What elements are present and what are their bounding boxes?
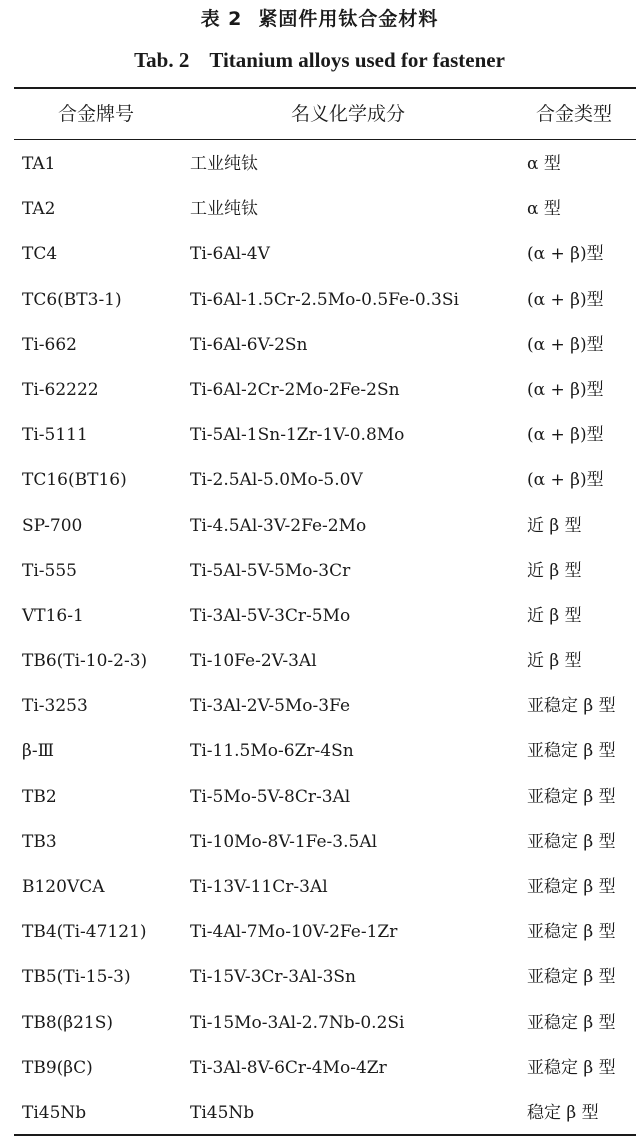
cell-alloy-grade: TB4(Ti-47121) — [22, 922, 147, 943]
table-row — [0, 593, 639, 638]
cell-alloy-grade: TA2 — [22, 199, 56, 220]
table-row — [0, 1000, 639, 1045]
cell-nominal-composition: Ti-5Al-1Sn-1Zr-1V-0.8Mo — [190, 425, 405, 446]
cell-alloy-grade: Ti-62222 — [22, 379, 99, 400]
cell-alloy-type: 近 β 型 — [527, 515, 582, 536]
table-row — [0, 503, 639, 548]
cell-alloy-grade: TB3 — [22, 831, 57, 852]
cell-nominal-composition: Ti-6Al-6V-2Sn — [190, 334, 308, 355]
cell-nominal-composition: Ti-10Fe-2V-3Al — [190, 651, 317, 672]
table-bottom-rule — [14, 1134, 636, 1136]
cell-alloy-grade: Ti45Nb — [22, 1102, 87, 1123]
table-body — [0, 141, 639, 1135]
cell-nominal-composition: Ti-4.5Al-3V-2Fe-2Mo — [190, 515, 367, 536]
cell-nominal-composition: Ti-6Al-2Cr-2Mo-2Fe-2Sn — [190, 379, 400, 400]
cell-alloy-type: (α + β)型 — [527, 425, 604, 446]
table-row — [0, 186, 639, 231]
cell-alloy-type: 亚稳定 β 型 — [527, 877, 616, 897]
table-row — [0, 774, 639, 819]
cell-nominal-composition: Ti-5Mo-5V-8Cr-3Al — [190, 786, 351, 807]
table-number-en: Tab. 2 — [134, 48, 190, 72]
cell-alloy-grade: VT16-1 — [22, 605, 84, 626]
table-row — [0, 231, 639, 276]
table-row — [0, 457, 639, 502]
cell-alloy-grade: TB5(Ti-15-3) — [22, 967, 131, 988]
cell-alloy-type: (α + β)型 — [527, 289, 604, 310]
cell-alloy-grade: TC16(BT16) — [22, 470, 127, 491]
cell-nominal-composition: Ti-15Mo-3Al-2.7Nb-0.2Si — [190, 1012, 405, 1033]
table-number-cn: 表 2 — [200, 8, 243, 30]
cell-nominal-composition: Ti-5Al-5V-5Mo-3Cr — [190, 560, 351, 581]
table-title-cn: 紧固件用钛合金材料 — [258, 8, 439, 30]
cell-alloy-type: 亚稳定 β 型 — [527, 696, 616, 717]
table-row — [0, 683, 639, 728]
cell-nominal-composition: Ti-4Al-7Mo-10V-2Fe-1Zr — [190, 922, 398, 943]
table-row — [0, 638, 639, 683]
cell-alloy-grade: Ti-662 — [22, 334, 77, 355]
cell-alloy-type: 近 β 型 — [527, 560, 582, 581]
cell-alloy-type: (α + β)型 — [527, 470, 604, 491]
table-row — [0, 819, 639, 864]
cell-alloy-grade: β-Ⅲ — [22, 741, 54, 762]
table-row — [0, 1090, 639, 1135]
cell-nominal-composition: Ti-6Al-1.5Cr-2.5Mo-0.5Fe-0.3Si — [190, 289, 459, 310]
cell-alloy-type: 近 β 型 — [527, 651, 582, 672]
table-row — [0, 864, 639, 909]
cell-alloy-type: 亚稳定 β 型 — [527, 967, 616, 988]
cell-alloy-type: (α + β)型 — [527, 244, 604, 265]
header-alloy-grade: 合金牌号 — [58, 103, 135, 125]
cell-nominal-composition: Ti-6Al-4V — [190, 244, 270, 265]
table-header-rule — [14, 139, 636, 140]
cell-alloy-type: 亚稳定 β 型 — [527, 922, 616, 943]
cell-alloy-type: 亚稳定 β 型 — [527, 831, 616, 852]
cell-nominal-composition: 工业纯钛 — [190, 199, 258, 220]
cell-alloy-type: α 型 — [527, 154, 561, 174]
table-title-en: Titanium alloys used for fastener — [209, 48, 505, 72]
cell-alloy-type: 亚稳定 β 型 — [527, 1057, 616, 1078]
cell-nominal-composition: Ti-3Al-8V-6Cr-4Mo-4Zr — [190, 1057, 387, 1078]
table-row — [0, 322, 639, 367]
cell-nominal-composition: Ti-2.5Al-5.0Mo-5.0V — [190, 470, 363, 491]
cell-nominal-composition: Ti-3Al-2V-5Mo-3Fe — [190, 696, 351, 717]
cell-alloy-type: 亚稳定 β 型 — [527, 741, 616, 762]
cell-nominal-composition: Ti-11.5Mo-6Zr-4Sn — [190, 741, 354, 762]
table-row — [0, 412, 639, 457]
cell-alloy-grade: TC6(BT3-1) — [22, 289, 122, 310]
cell-alloy-grade: TB2 — [22, 786, 57, 807]
table-row — [0, 141, 639, 186]
header-alloy-type: 合金类型 — [536, 103, 613, 125]
cell-alloy-grade: TA1 — [22, 154, 56, 174]
cell-alloy-type: (α + β)型 — [527, 334, 604, 355]
cell-nominal-composition: 工业纯钛 — [190, 154, 258, 174]
table-caption-en — [0, 46, 639, 74]
table-row — [0, 909, 639, 954]
table-row — [0, 277, 639, 322]
cell-nominal-composition: Ti-13V-11Cr-3Al — [190, 877, 328, 897]
cell-alloy-grade: Ti-555 — [22, 560, 77, 581]
cell-alloy-grade: B120VCA — [22, 877, 105, 897]
cell-nominal-composition: Ti-3Al-5V-3Cr-5Mo — [190, 605, 351, 626]
cell-alloy-type: α 型 — [527, 199, 561, 220]
header-nominal-composition: 名义化学成分 — [291, 103, 406, 125]
cell-alloy-type: 亚稳定 β 型 — [527, 786, 616, 807]
cell-alloy-type: (α + β)型 — [527, 379, 604, 400]
cell-alloy-type: 稳定 β 型 — [527, 1102, 599, 1123]
cell-alloy-grade: TC4 — [22, 244, 58, 265]
cell-nominal-composition: Ti45Nb — [190, 1102, 255, 1123]
table-row — [0, 1045, 639, 1090]
table-row — [0, 548, 639, 593]
cell-alloy-type: 亚稳定 β 型 — [527, 1012, 616, 1033]
cell-alloy-grade: SP-700 — [22, 515, 83, 536]
table-caption-cn — [0, 6, 639, 32]
table-row — [0, 728, 639, 773]
table-row — [0, 954, 639, 999]
table-row — [0, 367, 639, 412]
cell-alloy-grade: Ti-5111 — [22, 425, 88, 446]
cell-alloy-grade: TB6(Ti-10-2-3) — [22, 651, 148, 672]
cell-nominal-composition: Ti-10Mo-8V-1Fe-3.5Al — [190, 831, 378, 852]
cell-alloy-grade: Ti-3253 — [22, 696, 88, 717]
cell-nominal-composition: Ti-15V-3Cr-3Al-3Sn — [190, 967, 356, 988]
cell-alloy-grade: TB8(β21S) — [22, 1012, 114, 1033]
cell-alloy-grade: TB9(βC) — [22, 1057, 93, 1078]
table-header-row — [0, 89, 639, 139]
cell-alloy-type: 近 β 型 — [527, 605, 582, 626]
